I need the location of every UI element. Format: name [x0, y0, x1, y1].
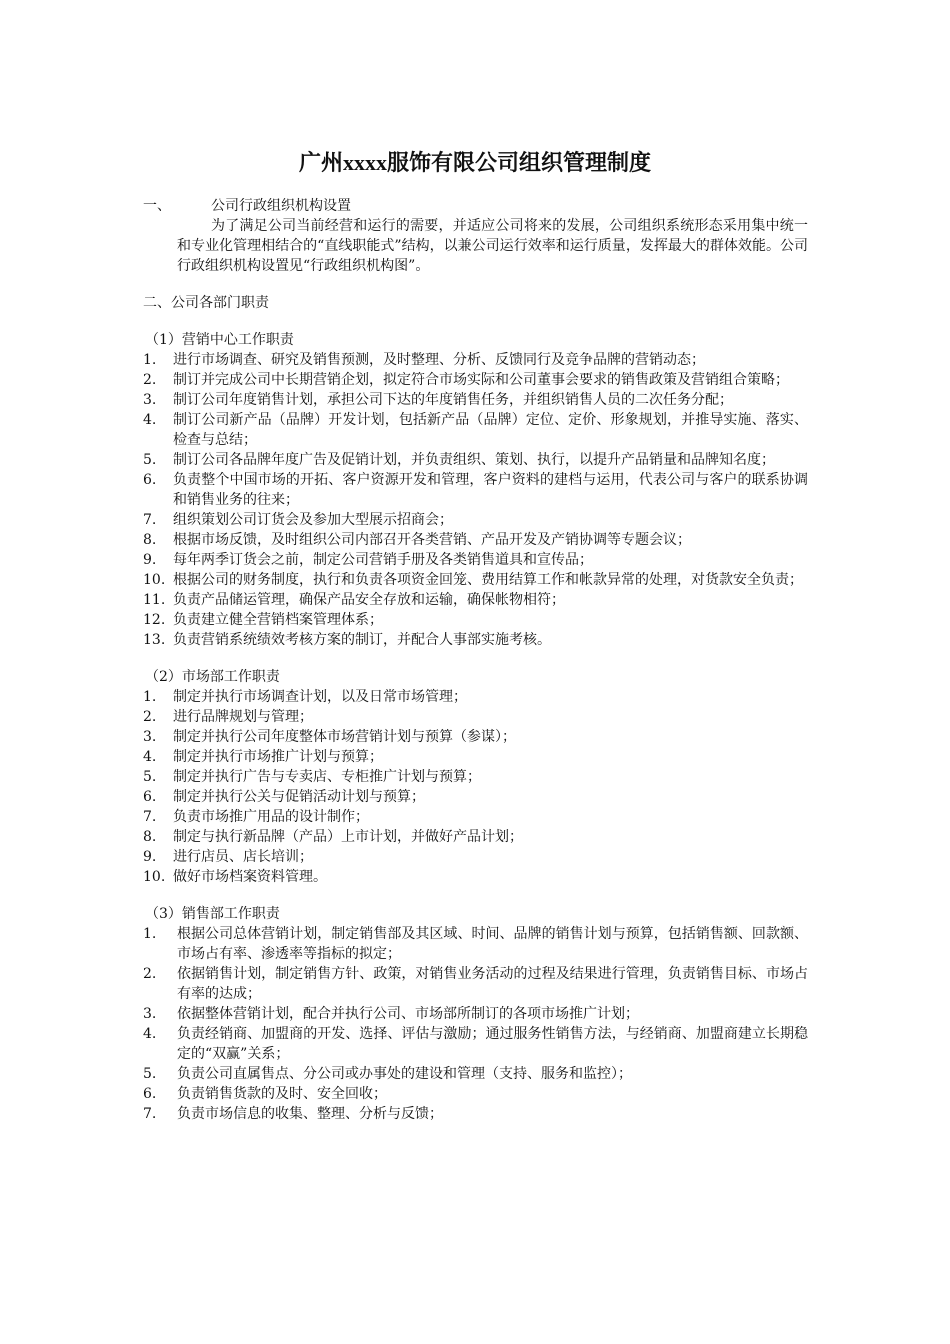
list-item-text: 制定与执行新品牌（产品）上市计划，并做好产品计划；: [173, 829, 523, 845]
list-item-text: 依据销售计划，制定销售方针、政策，对销售业务活动的过程及结果进行管理，负责销售目标、市场占有率的达成；: [177, 966, 808, 1002]
list-item: [143, 630, 808, 650]
section-1-heading: [143, 196, 808, 216]
list-item-number: 13.: [143, 632, 166, 648]
list-item-number: 5.: [143, 452, 157, 468]
list-item: [143, 867, 808, 887]
list-item-number: 2.: [143, 966, 157, 982]
list-item-text: 每年两季订货会之前，制定公司营销手册及各类销售道具和宣传品；: [173, 552, 593, 568]
section-1-number: 一、: [143, 198, 171, 214]
list-item: [143, 510, 808, 530]
list-item: [143, 530, 808, 550]
list-item-text: 进行品牌规划与管理；: [173, 709, 313, 725]
list-item: [143, 470, 808, 510]
list-item-number: 9.: [143, 552, 157, 568]
list-item-number: 1.: [143, 689, 157, 705]
list-item: [143, 827, 808, 847]
list-item: [143, 550, 808, 570]
list-item-text: 负责营销系统绩效考核方案的制订，并配合人事部实施考核。: [173, 632, 551, 648]
marketing-center-list: [143, 350, 808, 650]
list-item-number: 11.: [143, 592, 166, 608]
list-item-number: 6.: [143, 789, 157, 805]
list-item: [143, 370, 808, 390]
list-item-text: 根据市场反馈，及时组织公司内部召开各类营销、产品开发及产销协调等专题会议；: [173, 532, 691, 548]
list-item-number: 9.: [143, 849, 157, 865]
list-item-text: 进行店员、店长培训；: [173, 849, 313, 865]
list-item: [143, 450, 808, 470]
list-item-number: 8.: [143, 829, 157, 845]
list-item: [143, 924, 808, 964]
list-item-text: 负责公司直属售点、分公司或办事处的建设和管理（支持、服务和监控）；: [177, 1066, 632, 1082]
list-item-number: 4.: [143, 412, 157, 428]
list-item: [143, 807, 808, 827]
list-item-number: 1.: [143, 352, 157, 368]
list-item-number: 6.: [143, 1086, 157, 1102]
list-item-number: 1.: [143, 926, 157, 942]
list-item-text: 负责建立健全营销档案管理体系；: [173, 612, 383, 628]
list-item-text: 负责经销商、加盟商的开发、选择、评估与激励；通过服务性销售方法，与经销商、加盟商建立长期稳定的“双赢”关系；: [177, 1026, 808, 1062]
list-item-text: 制订并完成公司中长期营销企划，拟定符合市场实际和公司董事会要求的销售政策及营销组合策略；: [173, 372, 789, 388]
list-item-text: 制订公司年度销售计划，承担公司下达的年度销售任务，并组织销售人员的二次任务分配；: [173, 392, 733, 408]
list-item-number: 3.: [143, 392, 157, 408]
list-item: [143, 727, 808, 747]
section-1-paragraph: 为了满足公司当前经营和运行的需要，并适应公司将来的发展，公司组织系统形态采用集中统一和专业化管理相结合的“直线职能式”结构，以兼公司运行效率和运行质量，发挥最大的群体效能。公司行政组织机构设置见“行政组织机构图”。: [177, 218, 808, 274]
list-item: [143, 1104, 808, 1124]
list-item: [143, 1084, 808, 1104]
list-item-text: 依据整体营销计划，配合并执行公司、市场部所制订的各项市场推广计划；: [177, 1006, 639, 1022]
list-item-number: 4.: [143, 749, 157, 765]
document-body: [143, 196, 808, 1124]
list-item: [143, 847, 808, 867]
list-item-text: 制订公司各品牌年度广告及促销计划，并负责组织、策划、执行，以提升产品销量和品牌知名度；: [173, 452, 775, 468]
list-item: [143, 707, 808, 727]
list-item-text: 进行市场调查、研究及销售预测，及时整理、分析、反馈同行及竞争品牌的营销动态；: [173, 352, 705, 368]
list-item-text: 制订公司新产品（品牌）开发计划，包括新产品（品牌）定位、定价、形象规划，并推导实施、落实、检查与总结；: [173, 412, 808, 448]
section-1-title: 公司行政组织机构设置: [211, 198, 351, 214]
list-item: [143, 390, 808, 410]
list-item: [143, 964, 808, 1004]
list-item: [143, 787, 808, 807]
list-item: [143, 590, 808, 610]
list-item-text: 制定并执行公司年度整体市场营销计划与预算（参谋）；: [173, 729, 516, 745]
list-item-number: 8.: [143, 532, 157, 548]
sales-dept-heading: （3）销售部工作职责: [145, 906, 280, 922]
list-item-number: 5.: [143, 1066, 157, 1082]
list-item: [143, 1024, 808, 1064]
list-item-number: 12.: [143, 612, 166, 628]
list-item-number: 10.: [143, 572, 166, 588]
list-item: [143, 410, 808, 450]
list-item: [143, 747, 808, 767]
list-item-number: 4.: [143, 1026, 157, 1042]
list-item-number: 7.: [143, 809, 157, 825]
list-item-number: 6.: [143, 472, 157, 488]
list-item: [143, 1064, 808, 1084]
list-item-text: 根据公司总体营销计划，制定销售部及其区域、时间、品牌的销售计划与预算，包括销售额、回款额、市场占有率、渗透率等指标的拟定；: [177, 926, 808, 962]
list-item-text: 负责市场信息的收集、整理、分析与反馈；: [177, 1106, 443, 1122]
list-item: [143, 687, 808, 707]
market-dept-heading: （2）市场部工作职责: [145, 669, 280, 685]
section-2-heading: 二、公司各部门职责: [143, 295, 269, 311]
list-item-text: 负责销售货款的及时、安全回收；: [177, 1086, 387, 1102]
list-item-number: 7.: [143, 512, 157, 528]
list-item-text: 制定并执行市场调查计划，以及日常市场管理；: [173, 689, 467, 705]
list-item: [143, 767, 808, 787]
list-item-number: 5.: [143, 769, 157, 785]
list-item-number: 3.: [143, 729, 157, 745]
list-item: [143, 1004, 808, 1024]
list-item-text: 根据公司的财务制度，执行和负责各项资金回笼、费用结算工作和帐款异常的处理，对货款安全负责；: [173, 572, 803, 588]
list-item-text: 负责整个中国市场的开拓、客户资源开发和管理，客户资料的建档与运用，代表公司与客户的联系协调和销售业务的往来；: [173, 472, 808, 508]
list-item: [143, 610, 808, 630]
list-item-text: 制定并执行市场推广计划与预算；: [173, 749, 383, 765]
list-item-number: 2.: [143, 709, 157, 725]
list-item: [143, 570, 808, 590]
sales-dept-list: [143, 924, 808, 1124]
list-item-number: 7.: [143, 1106, 157, 1122]
list-item-text: 负责市场推广用品的设计制作；: [173, 809, 369, 825]
marketing-center-heading: （1）营销中心工作职责: [145, 332, 294, 348]
list-item-number: 10.: [143, 869, 166, 885]
list-item-text: 制定并执行广告与专卖店、专柜推广计划与预算；: [173, 769, 481, 785]
page-title: 广州xxxx服饰有限公司组织管理制度: [298, 150, 651, 175]
list-item: [143, 350, 808, 370]
list-item-text: 制定并执行公关与促销活动计划与预算；: [173, 789, 425, 805]
market-dept-list: [143, 687, 808, 887]
list-item-text: 做好市场档案资料管理。: [173, 869, 327, 885]
list-item-number: 3.: [143, 1006, 157, 1022]
list-item-number: 2.: [143, 372, 157, 388]
list-item-text: 组织策划公司订货会及参加大型展示招商会；: [173, 512, 453, 528]
list-item-text: 负责产品储运管理，确保产品安全存放和运输，确保帐物相符；: [173, 592, 565, 608]
